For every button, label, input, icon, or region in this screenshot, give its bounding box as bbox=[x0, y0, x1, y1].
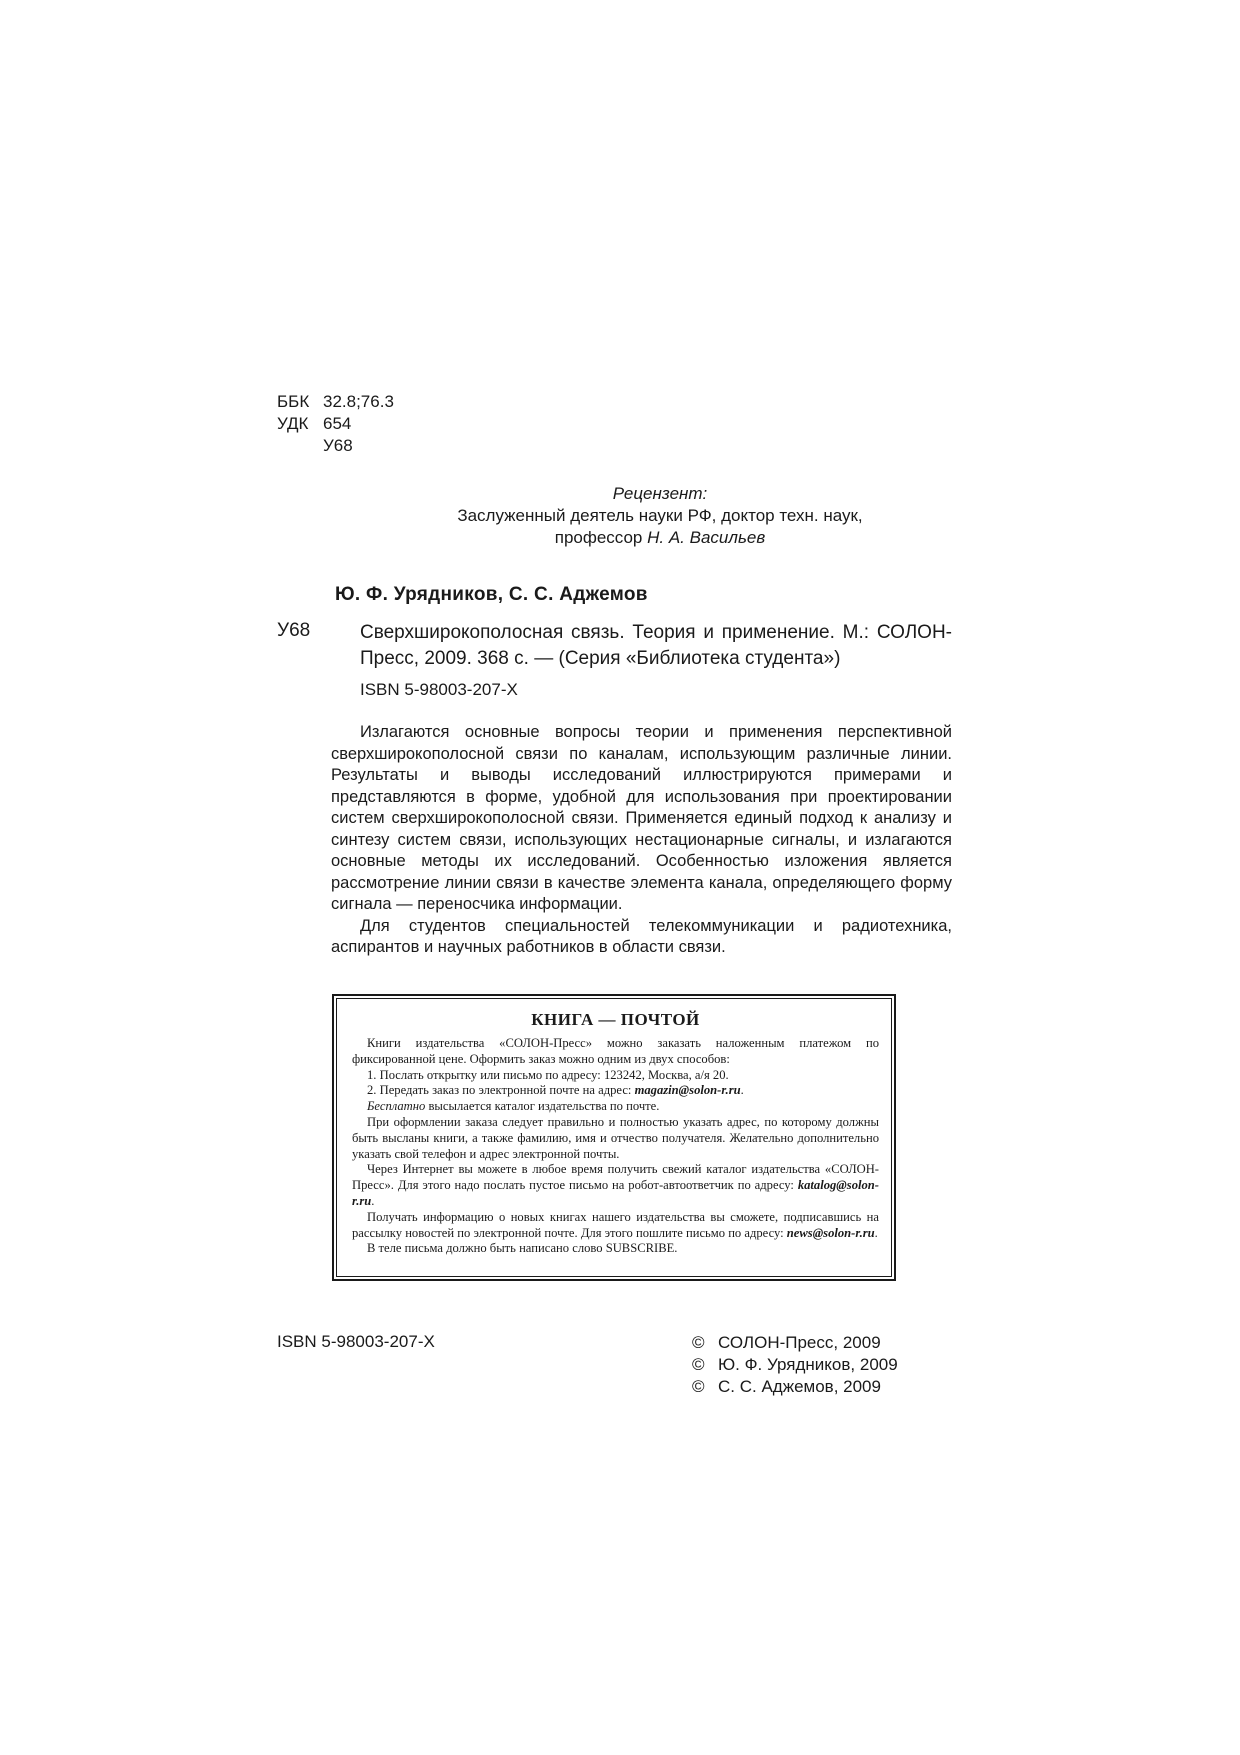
bbk-value: 32.8;76.3 bbox=[323, 392, 394, 411]
mail-order-item-1: 1. Послать открытку или письмо по адресу: 123242, Москва, а/я 20. bbox=[367, 1067, 729, 1082]
mail-order-title: КНИГА — ПОЧТОЙ bbox=[531, 1010, 700, 1029]
udk-row bbox=[277, 413, 394, 435]
udk-label: УДК bbox=[277, 414, 309, 433]
order-email-link[interactable]: magazin@solon-r.ru bbox=[634, 1083, 741, 1098]
mail-order-item-2: 2. Передать заказ по электронной почте на адрес: magazin@solon-r.ru. bbox=[367, 1083, 744, 1098]
abstract-audience: Для студентов специальностей телекоммуникации и радиотехника, аспирантов и научных работников в области связи. bbox=[331, 916, 952, 956]
copyright-line bbox=[692, 1376, 898, 1398]
copyright-symbol: © bbox=[692, 1355, 705, 1374]
reviewer-name: Н. А. Васильев bbox=[647, 528, 766, 547]
copyright-symbol: © bbox=[692, 1333, 705, 1352]
bibliography-isbn: ISBN 5-98003-207-X bbox=[360, 680, 518, 699]
copyright-line bbox=[692, 1354, 898, 1376]
mail-order-subscribe: В теле письма должно быть написано слово SUBSCRIBE. bbox=[367, 1241, 678, 1256]
bbk-label: ББК bbox=[277, 392, 310, 411]
classification-block bbox=[277, 391, 394, 457]
author-mark: У68 bbox=[323, 436, 353, 455]
mail-order-box bbox=[332, 994, 896, 1281]
reviewer-block bbox=[360, 483, 960, 549]
authors-heading: Ю. Ф. Урядников, С. С. Аджемов bbox=[335, 584, 648, 605]
copyright-symbol: © bbox=[692, 1377, 705, 1396]
copyright-text: СОЛОН-Пресс, 2009 bbox=[718, 1333, 881, 1352]
bibliography-text: Сверхширокополосная связь. Теория и применение. М.: СОЛОН-Пресс, 2009. 368 с. — (Серия «Библиотека студента») bbox=[360, 622, 952, 669]
copyright-line bbox=[692, 1332, 898, 1354]
reviewer-line: Заслуженный деятель науки РФ, доктор техн. наук, bbox=[457, 506, 863, 525]
bibliography-code: У68 bbox=[277, 620, 311, 641]
copyright-block bbox=[692, 1332, 898, 1398]
footer-isbn: ISBN 5-98003-207-X bbox=[277, 1332, 435, 1351]
internet-text: Через Интернет вы можете в любое время получить свежий каталог издательства «СОЛОН-Пресс». Для этого надо послать пустое письмо на робот-автоответчик по адресу: bbox=[352, 1162, 879, 1193]
catalog-email-link[interactable]: katalog@solon-r.ru bbox=[352, 1178, 879, 1208]
copyright-text: С. С. Аджемов, 2009 bbox=[718, 1377, 881, 1396]
mail-order-free bbox=[352, 1099, 879, 1115]
mail-order-news: Получать информацию о новых книгах нашего издательства вы сможете, подписавшись на рассылку новостей по электронной почте. Для этого пошлите письмо по адресу: news@solon-r.ru. bbox=[352, 1209, 879, 1240]
reviewer-title: профессор bbox=[554, 528, 643, 547]
mail-order-intro: Книги издательства «СОЛОН-Пресс» можно заказать наложенным платежом по фиксированной цене. Оформить заказ можно одним из двух способов: bbox=[352, 1036, 879, 1066]
udk-value: 654 bbox=[323, 414, 352, 433]
free-rest: высылается каталог издательства по почте. bbox=[428, 1099, 660, 1114]
news-email-link[interactable]: news@solon-r.ru bbox=[786, 1225, 875, 1240]
abstract bbox=[331, 722, 952, 959]
free-word: Бесплатно bbox=[367, 1099, 426, 1114]
abstract-paragraph: Излагаются основные вопросы теории и применения перспективной сверхширокополосной связи по каналам, использующим различные линии. Результаты и выводы исследований иллюстрируются примерами и представляются в форме, удобной для использования при проектировании систем сверхширокополосной связи. Применяется единый подход к анализу и синтезу систем связи, использующих нестационарные сигналы, и излагаются основные методы их исследований. Особенностью изложения является рассмотрение линии связи в качестве элемента канала, определяющего форму сигнала — переносчика информации. bbox=[331, 723, 952, 913]
mail-order-internet: Через Интернет вы можете в любое время получить свежий каталог издательства «СОЛОН-Пресс». Для этого надо послать пустое письмо на робот-автоответчик по адресу: katalog@solon-r.ru. bbox=[352, 1162, 879, 1208]
mail-order-inner bbox=[336, 998, 892, 1277]
news-text: Получать информацию о новых книгах нашего издательства вы сможете, подписавшись на рассылку новостей по электронной почте. Для этого пошлите письмо по адресу: bbox=[352, 1209, 879, 1240]
bbk-row bbox=[277, 391, 394, 413]
reviewer-heading: Рецензент: bbox=[612, 484, 708, 503]
copyright-text: Ю. Ф. Урядников, 2009 bbox=[718, 1355, 898, 1374]
mail-order-instructions: При оформлении заказа следует правильно и полностью указать адрес, по которому должны быть высланы книги, а также фамилию, имя и отчество получателя. Желательно дополнительно указать свой телефон и адрес электронной почты. bbox=[352, 1114, 879, 1161]
item-2-text: 2. Передать заказ по электронной почте на адрес: bbox=[367, 1083, 632, 1098]
